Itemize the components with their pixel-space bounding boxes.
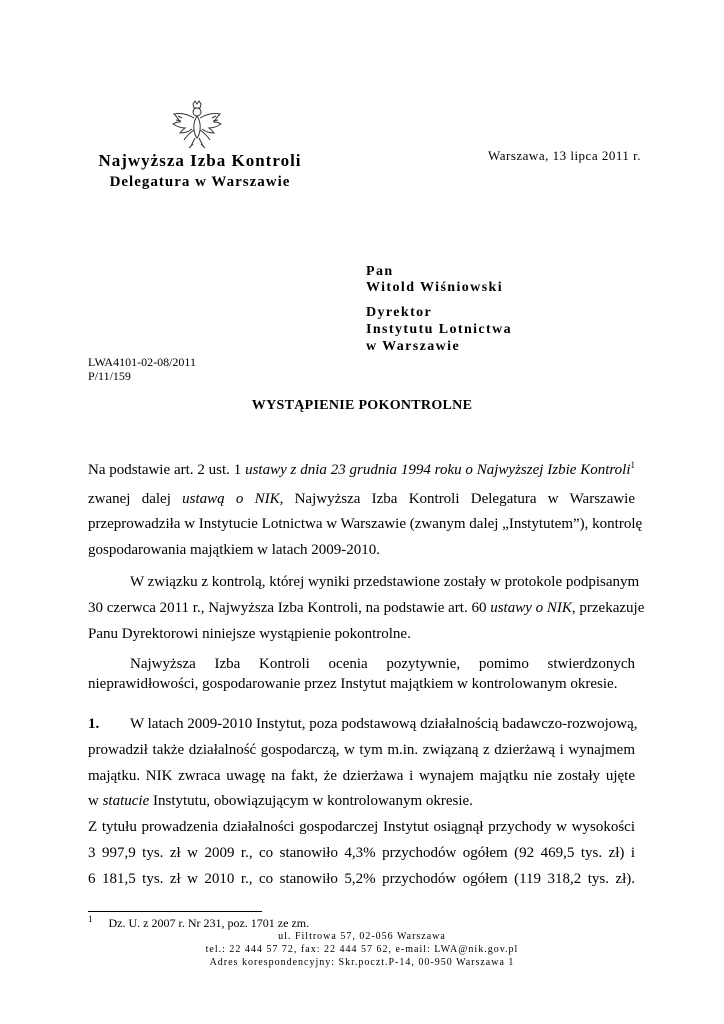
footer-contact: tel.: 22 444 57 72, fax: 22 444 57 62, e-mail: LWA@nik.gov.pl	[205, 944, 519, 955]
footer-address: ul. Filtrowa 57, 02-056 Warszawa	[278, 931, 446, 942]
section-1-line-1: W latach 2009-2010 Instytut, poza podstawową działalnością badawczo-rozwojową,	[130, 716, 638, 732]
audit-number: P/11/159	[88, 369, 131, 383]
addressee-city: w Warszawie	[366, 339, 461, 354]
paragraph-3-line-2: nieprawidłowości, gospodarowanie przez Instytut majątkiem w kontrolowanym okresie.	[88, 676, 618, 692]
section-1-number: 1.	[88, 716, 100, 732]
paragraph-3-line-1: Najwyższa Izba Kontroli ocenia pozytywnie, pomimo stwierdzonych	[130, 656, 635, 672]
section-1-line-3: majątku. NIK zwraca uwagę na fakt, że dzierżawa i wynajem majątku nie zostały ujęte	[88, 768, 635, 784]
paragraph-2-line-2: 30 czerwca 2011 r., Najwyższa Izba Kontroli, na podstawie art. 60 ustawy o NIK, przekazuje	[88, 600, 645, 616]
paragraph-1-line-3: przeprowadziła w Instytucie Lotnictwa w Warszawie (zwanym dalej „Instytutem”), kontrolę	[88, 516, 643, 532]
place-date: Warszawa, 13 lipca 2011 r.	[488, 148, 641, 163]
paragraph-2-line-1: W związku z kontrolą, której wyniki przedstawione zostały w protokole podpisanym	[130, 574, 640, 590]
case-number: LWA4101-02-08/2011	[88, 355, 196, 369]
addressee-role: Dyrektor	[366, 305, 433, 320]
paragraph-1-line-2: zwanej dalej ustawą o NIK, Najwyższa Izba Kontroli Delegatura w Warszawie	[88, 491, 636, 507]
footer-correspondence: Adres korespondencyjny: Skr.poczt.P-14, 00-950 Warszawa 1	[209, 957, 515, 968]
paragraph-1-line-1: Na podstawie art. 2 ust. 1 ustawy z dnia 23 grudnia 1994 roku o Najwyższej Izbie Kontroli$^1$	[88, 460, 635, 478]
footnote-marker: 1	[88, 914, 93, 924]
addressee-name: Witold Wiśniowski	[366, 280, 504, 295]
paragraph-1-line-4: gospodarowania majątkiem w latach 2009-2010.	[88, 542, 381, 558]
footnote	[88, 916, 309, 931]
section-1-line-6: 3 997,9 tys. zł w 2009 r., co stanowiło 4,3% przychodów ogółem (92 469,5 tys. zł) i	[88, 845, 635, 861]
document-title: WYSTĄPIENIE POKONTROLNE	[251, 398, 473, 413]
org-name: Najwyższa Izba Kontroli	[98, 151, 302, 170]
org-subtitle: Delegatura w Warszawie	[109, 174, 291, 190]
section-1-line-7: 6 181,5 tys. zł w 2010 r., co stanowiło 5,2% przychodów ogółem (119 318,2 tys. zł).	[88, 871, 635, 887]
section-1-line-5: Z tytułu prowadzenia działalności gospodarczej Instytut osiągnął przychody w wysokości	[88, 819, 635, 835]
footnote-text: Dz. U. z 2007 r. Nr 231, poz. 1701 ze zm.	[108, 916, 310, 930]
addressee-institution: Instytutu Lotnictwa	[366, 322, 513, 337]
eagle-emblem-icon	[168, 100, 226, 152]
paragraph-2-line-3: Panu Dyrektorowi niniejsze wystąpienie pokontrolne.	[88, 626, 411, 642]
footnote-separator	[88, 911, 262, 912]
section-1-line-2: prowadził także działalność gospodarczą, w tym m.in. związaną z dzierżawą i wynajmem	[88, 742, 635, 758]
section-1-line-4: w statucie Instytutu, obowiązującym w kontrolowanym okresie.	[88, 793, 473, 809]
addressee-salutation: Pan	[366, 264, 394, 279]
